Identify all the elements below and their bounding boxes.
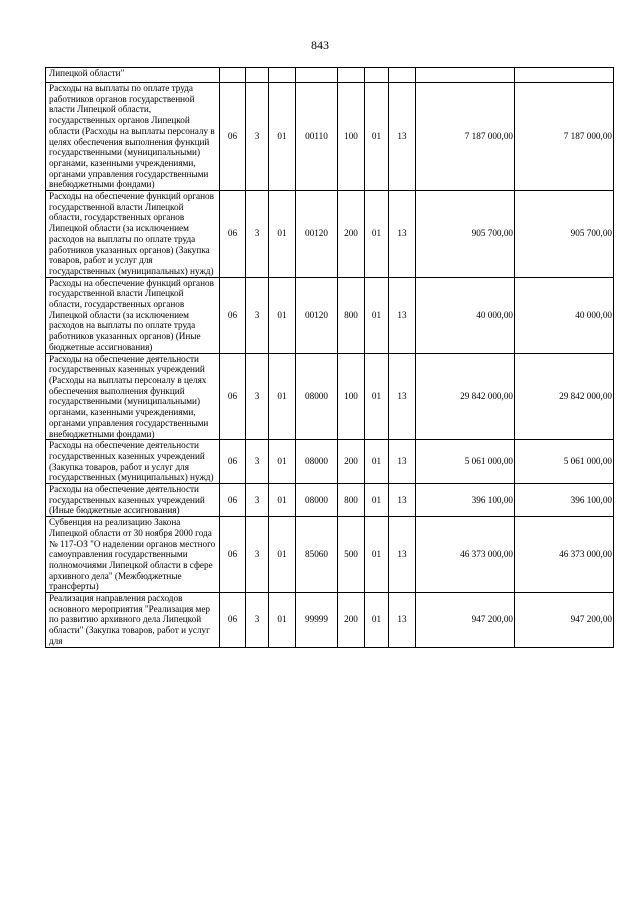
code-subsection: 13 — [389, 353, 416, 440]
amount-2: 905 700,00 — [515, 191, 614, 278]
code-section: 01 — [365, 353, 389, 440]
code-expense-type: 800 — [338, 277, 365, 353]
code-direction: 08000 — [296, 440, 338, 484]
code-subsection: 13 — [389, 191, 416, 278]
table-row — [46, 353, 614, 440]
row-description: Реализация направления расходов основного мероприятия "Реализация мер по развитию архивного дела Липецкой области" (Закупка товаров, работ и услуг для — [46, 593, 220, 648]
code-event: 01 — [269, 83, 296, 191]
code-subsection: 13 — [389, 83, 416, 191]
code-expense-type — [338, 68, 365, 83]
amount-2: 5 061 000,00 — [515, 440, 614, 484]
code-subprogram: 3 — [246, 353, 269, 440]
table-row — [46, 440, 614, 484]
code-program — [220, 68, 246, 83]
code-subprogram: 3 — [246, 83, 269, 191]
amount-1 — [416, 68, 515, 83]
code-direction: 08000 — [296, 484, 338, 517]
code-expense-type: 200 — [338, 593, 365, 648]
row-description: Липецкой области" — [46, 68, 220, 83]
code-subsection: 13 — [389, 440, 416, 484]
amount-1: 40 000,00 — [416, 277, 515, 353]
row-description: Расходы на обеспечение деятельности государственных казенных учреждений (Расходы на выплаты персоналу в целях обеспечения выполнения функций государственными (муниципальными) органами, казенными учреждениями, органами управления государственными внебюджетными фондами) — [46, 353, 220, 440]
code-section: 01 — [365, 517, 389, 593]
amount-2: 40 000,00 — [515, 277, 614, 353]
budget-table — [45, 67, 614, 648]
code-direction: 00110 — [296, 83, 338, 191]
code-section: 01 — [365, 440, 389, 484]
amount-2: 29 842 000,00 — [515, 353, 614, 440]
code-subsection: 13 — [389, 484, 416, 517]
code-direction: 00120 — [296, 277, 338, 353]
table-row — [46, 68, 614, 83]
code-event — [269, 68, 296, 83]
code-program: 06 — [220, 484, 246, 517]
code-subsection — [389, 68, 416, 83]
code-section: 01 — [365, 191, 389, 278]
row-description: Субвенция на реализацию Закона Липецкой области от 30 ноября 2000 года № 117-ОЗ "О наделении органов местного самоуправления государственными полномочиями Липецкой области в сфере архивного дела" (Межбюджетные трансферты) — [46, 517, 220, 593]
table-row — [46, 484, 614, 517]
code-subsection: 13 — [389, 593, 416, 648]
code-expense-type: 200 — [338, 191, 365, 278]
code-subprogram: 3 — [246, 484, 269, 517]
code-subprogram: 3 — [246, 440, 269, 484]
amount-1: 29 842 000,00 — [416, 353, 515, 440]
amount-2 — [515, 68, 614, 83]
table-row — [46, 517, 614, 593]
code-program: 06 — [220, 353, 246, 440]
row-description: Расходы на обеспечение деятельности государственных казенных учреждений (Закупка товаров, работ и услуг для государственных (муниципальных) нужд) — [46, 440, 220, 484]
code-expense-type: 200 — [338, 440, 365, 484]
code-program: 06 — [220, 191, 246, 278]
code-event: 01 — [269, 484, 296, 517]
code-direction: 08000 — [296, 353, 338, 440]
code-event: 01 — [269, 517, 296, 593]
code-subprogram: 3 — [246, 277, 269, 353]
code-direction: 00120 — [296, 191, 338, 278]
code-subprogram: 3 — [246, 593, 269, 648]
row-description: Расходы на обеспечение функций органов государственной власти Липецкой области, государственных органов Липецкой области (за исключением расходов на выплаты по оплате труда работников указанных органов) (Закупка товаров, работ и услуг для государственных (муниципальных) нужд) — [46, 191, 220, 278]
page-number: 843 — [311, 38, 329, 52]
code-subprogram: 3 — [246, 517, 269, 593]
row-description: Расходы на обеспечение функций органов государственной власти Липецкой области, государственных органов Липецкой области (за исключением расходов на выплаты по оплате труда работников указанных органов) (Иные бюджетные ассигнования) — [46, 277, 220, 353]
code-event: 01 — [269, 191, 296, 278]
code-program: 06 — [220, 517, 246, 593]
code-expense-type: 800 — [338, 484, 365, 517]
table-row — [46, 277, 614, 353]
amount-1: 396 100,00 — [416, 484, 515, 517]
code-section: 01 — [365, 593, 389, 648]
table-row — [46, 593, 614, 648]
code-section: 01 — [365, 484, 389, 517]
amount-2: 46 373 000,00 — [515, 517, 614, 593]
code-direction — [296, 68, 338, 83]
code-event: 01 — [269, 440, 296, 484]
code-subsection: 13 — [389, 277, 416, 353]
code-expense-type: 500 — [338, 517, 365, 593]
amount-1: 7 187 000,00 — [416, 83, 515, 191]
amount-2: 947 200,00 — [515, 593, 614, 648]
code-subsection: 13 — [389, 517, 416, 593]
code-expense-type: 100 — [338, 353, 365, 440]
code-subprogram: 3 — [246, 191, 269, 278]
code-event: 01 — [269, 277, 296, 353]
amount-2: 396 100,00 — [515, 484, 614, 517]
table-row — [46, 191, 614, 278]
amount-1: 905 700,00 — [416, 191, 515, 278]
code-section — [365, 68, 389, 83]
amount-1: 947 200,00 — [416, 593, 515, 648]
code-program: 06 — [220, 440, 246, 484]
code-subprogram — [246, 68, 269, 83]
amount-1: 5 061 000,00 — [416, 440, 515, 484]
code-program: 06 — [220, 277, 246, 353]
code-expense-type: 100 — [338, 83, 365, 191]
table-row — [46, 83, 614, 191]
row-description: Расходы на обеспечение деятельности государственных казенных учреждений (Иные бюджетные ассигнования) — [46, 484, 220, 517]
code-direction: 85060 — [296, 517, 338, 593]
amount-1: 46 373 000,00 — [416, 517, 515, 593]
code-program: 06 — [220, 83, 246, 191]
code-section: 01 — [365, 277, 389, 353]
code-section: 01 — [365, 83, 389, 191]
row-description: Расходы на выплаты по оплате труда работников органов государственной власти Липецкой области, государственных органов Липецкой области (Расходы на выплаты персоналу в целях обеспечения выполнения функций государственными (муниципальными) органами, казенными учреждениями, органами управления государственными внебюджетными фондами) — [46, 83, 220, 191]
code-event: 01 — [269, 593, 296, 648]
code-program: 06 — [220, 593, 246, 648]
code-event: 01 — [269, 353, 296, 440]
amount-2: 7 187 000,00 — [515, 83, 614, 191]
code-direction: 99999 — [296, 593, 338, 648]
